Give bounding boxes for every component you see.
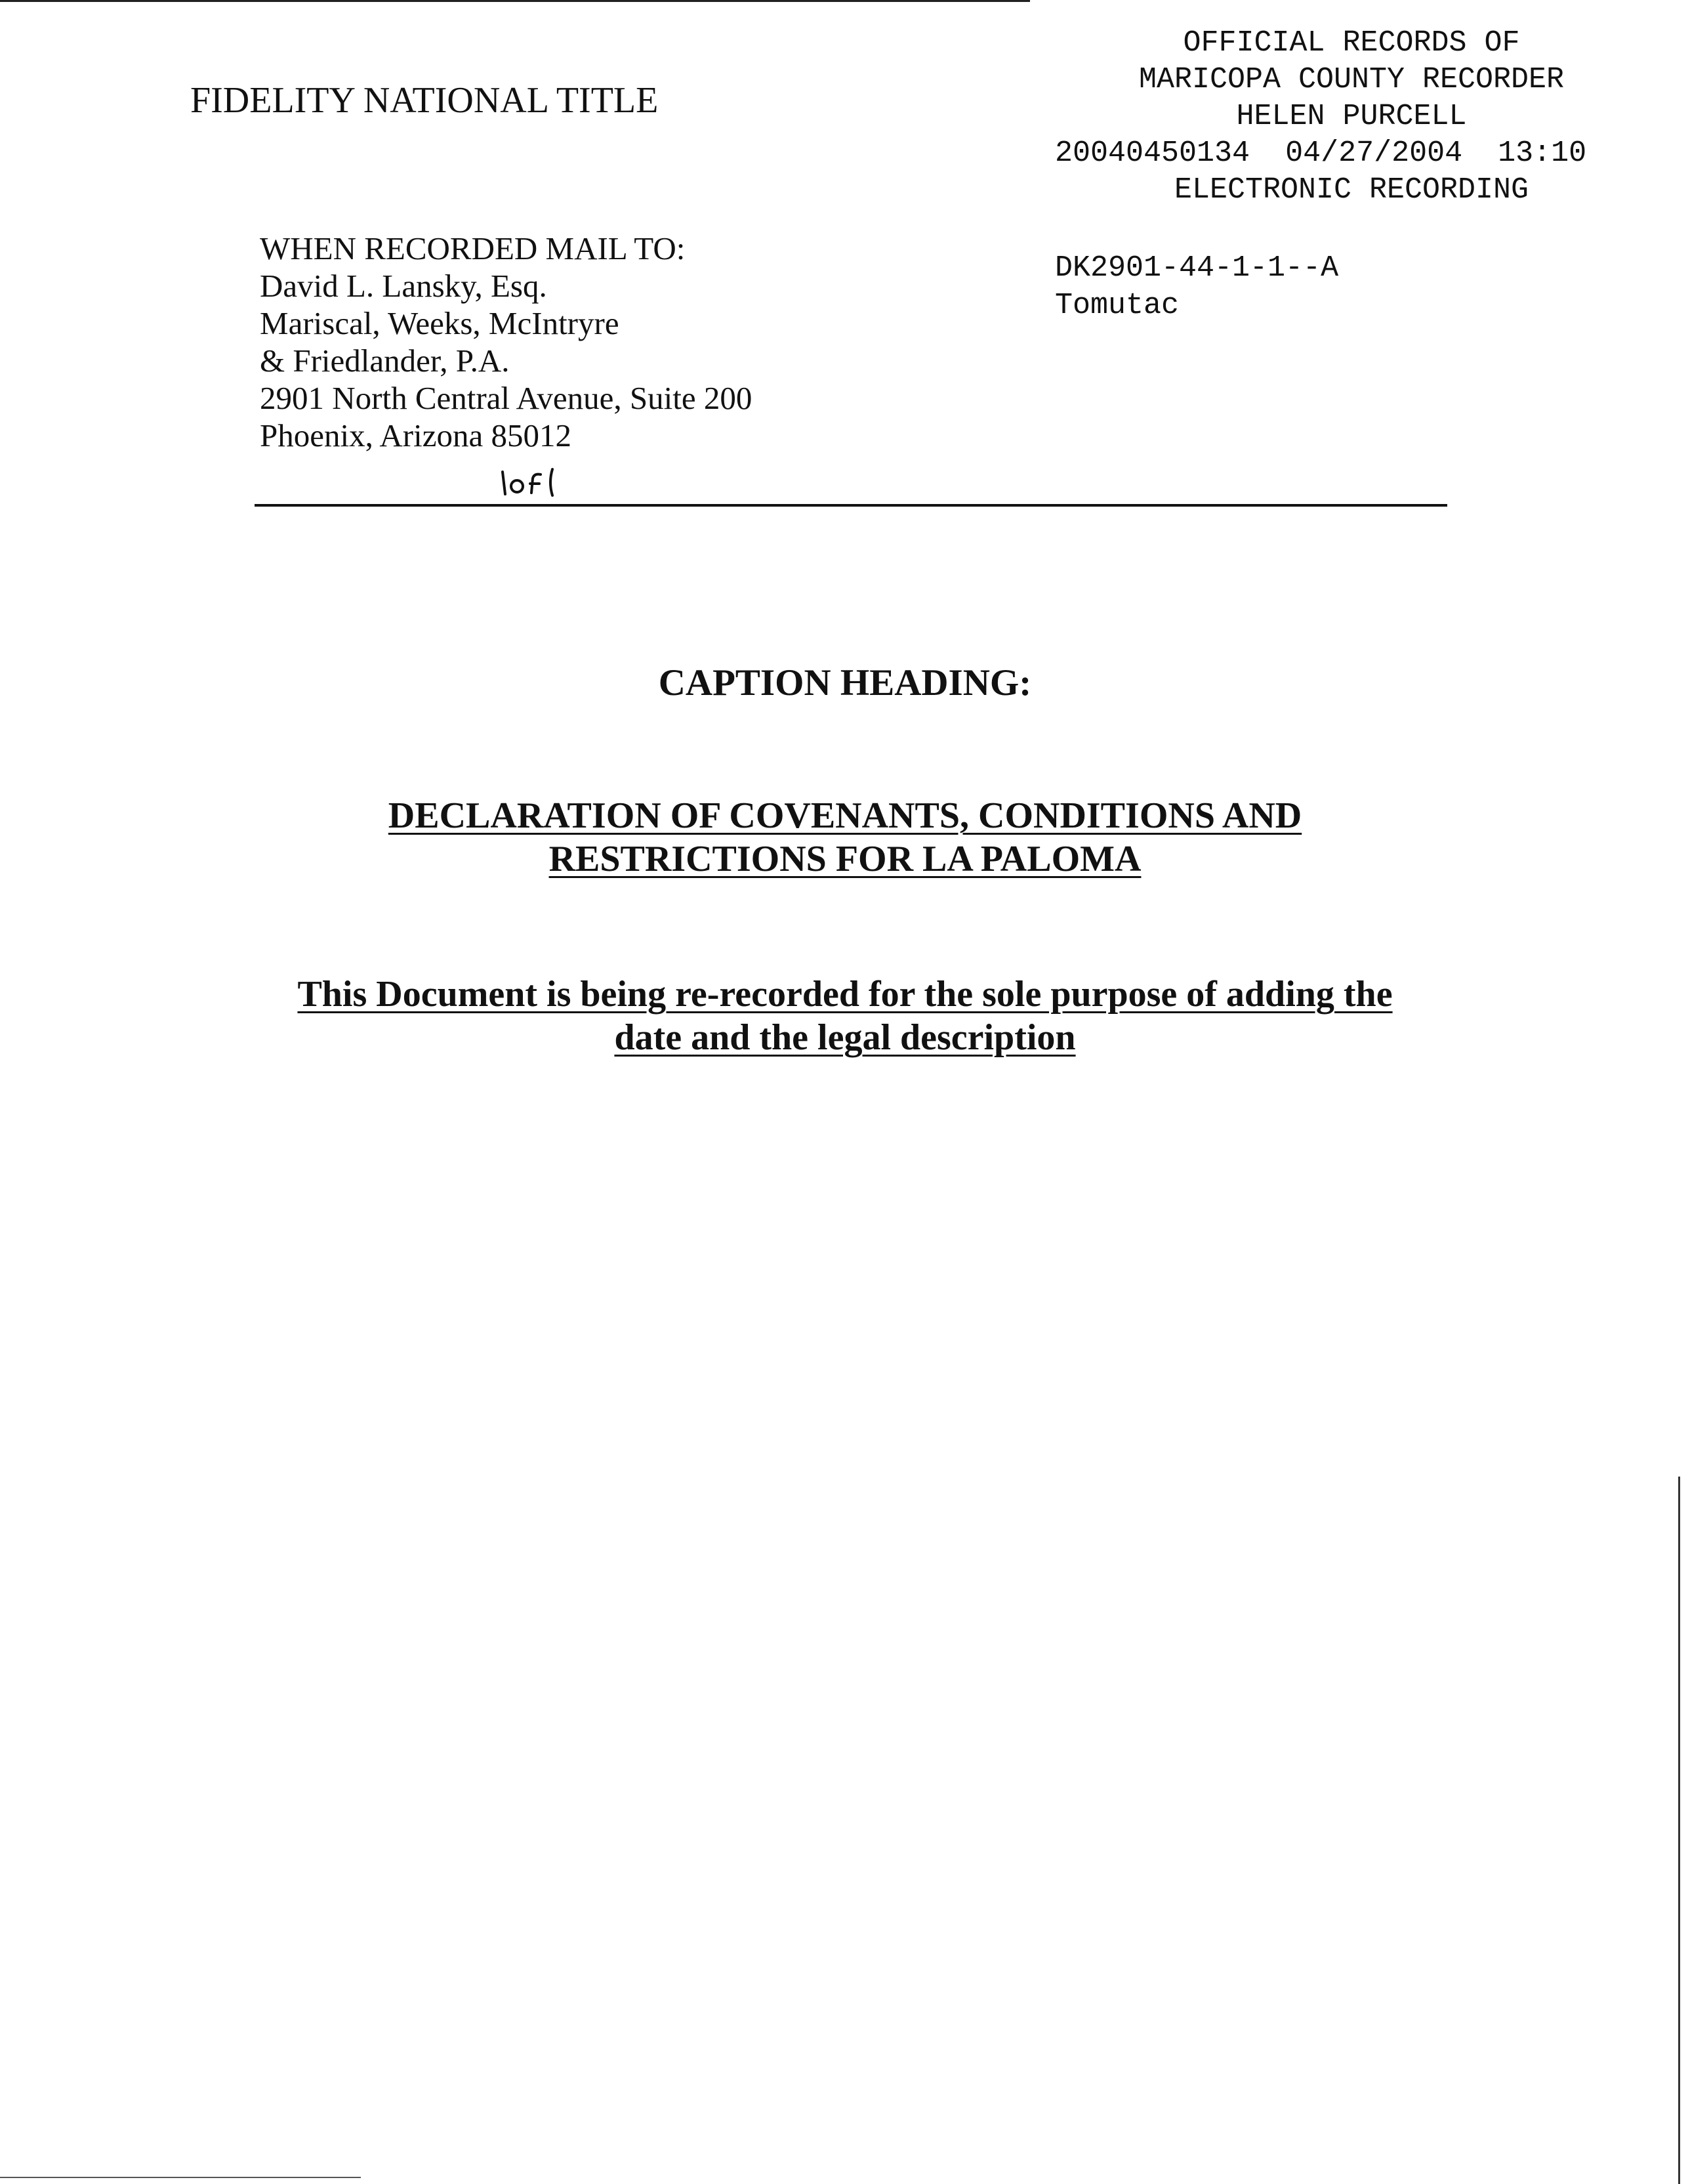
recording-time: 13:10 xyxy=(1498,136,1587,170)
recording-date: 04/27/2004 xyxy=(1285,136,1463,170)
scan-top-rule xyxy=(0,0,1030,2)
stamp-line-county-recorder: MARICOPA COUNTY RECORDER xyxy=(1138,63,1565,96)
recorder-stamp xyxy=(1050,25,1653,209)
document-title-line2: RESTRICTIONS FOR LA PALOMA xyxy=(548,839,1142,879)
document-title-line1: DECLARATION OF COVENANTS, CONDITIONS AND xyxy=(388,795,1302,836)
document-reference xyxy=(1055,249,1338,324)
header-divider xyxy=(255,504,1447,507)
scan-bottom-rule xyxy=(0,2177,361,2178)
stamp-line-recorder-name: HELEN PURCELL xyxy=(1236,100,1467,133)
stamp-line-electronic-recording: ELECTRONIC RECORDING xyxy=(1174,173,1529,207)
stamp-line-official-records: OFFICIAL RECORDS OF xyxy=(1183,26,1520,60)
firm-name-line1: Mariscal, Weeks, McIntryre xyxy=(260,305,619,341)
re-recording-note-line2: date and the legal description xyxy=(614,1017,1076,1058)
caption-heading: CAPTION HEADING: xyxy=(658,662,1032,704)
mail-to-heading: WHEN RECORDED MAIL TO: xyxy=(260,230,686,266)
re-recording-note-line1: This Document is being re-recorded for the sole purpose of adding the xyxy=(297,974,1393,1015)
doc-code: DK2901-44-1-1--A xyxy=(1055,251,1339,285)
re-recording-note xyxy=(0,973,1690,1059)
city-state-zip: Phoenix, Arizona 85012 xyxy=(260,417,571,453)
recipient-name: David L. Lansky, Esq. xyxy=(260,268,547,304)
company-name: FIDELITY NATIONAL TITLE xyxy=(190,80,659,121)
handwritten-page-note xyxy=(497,463,569,502)
scan-right-edge xyxy=(1678,1477,1680,2184)
recording-number: 20040450134 xyxy=(1055,136,1250,170)
doc-user: Tomutac xyxy=(1055,289,1180,322)
street-address: 2901 North Central Avenue, Suite 200 xyxy=(260,380,752,416)
mail-to-block xyxy=(260,230,752,454)
document-title xyxy=(0,794,1690,881)
firm-name-line2: & Friedlander, P.A. xyxy=(260,343,510,379)
stamp-recording-info xyxy=(1050,135,1653,172)
